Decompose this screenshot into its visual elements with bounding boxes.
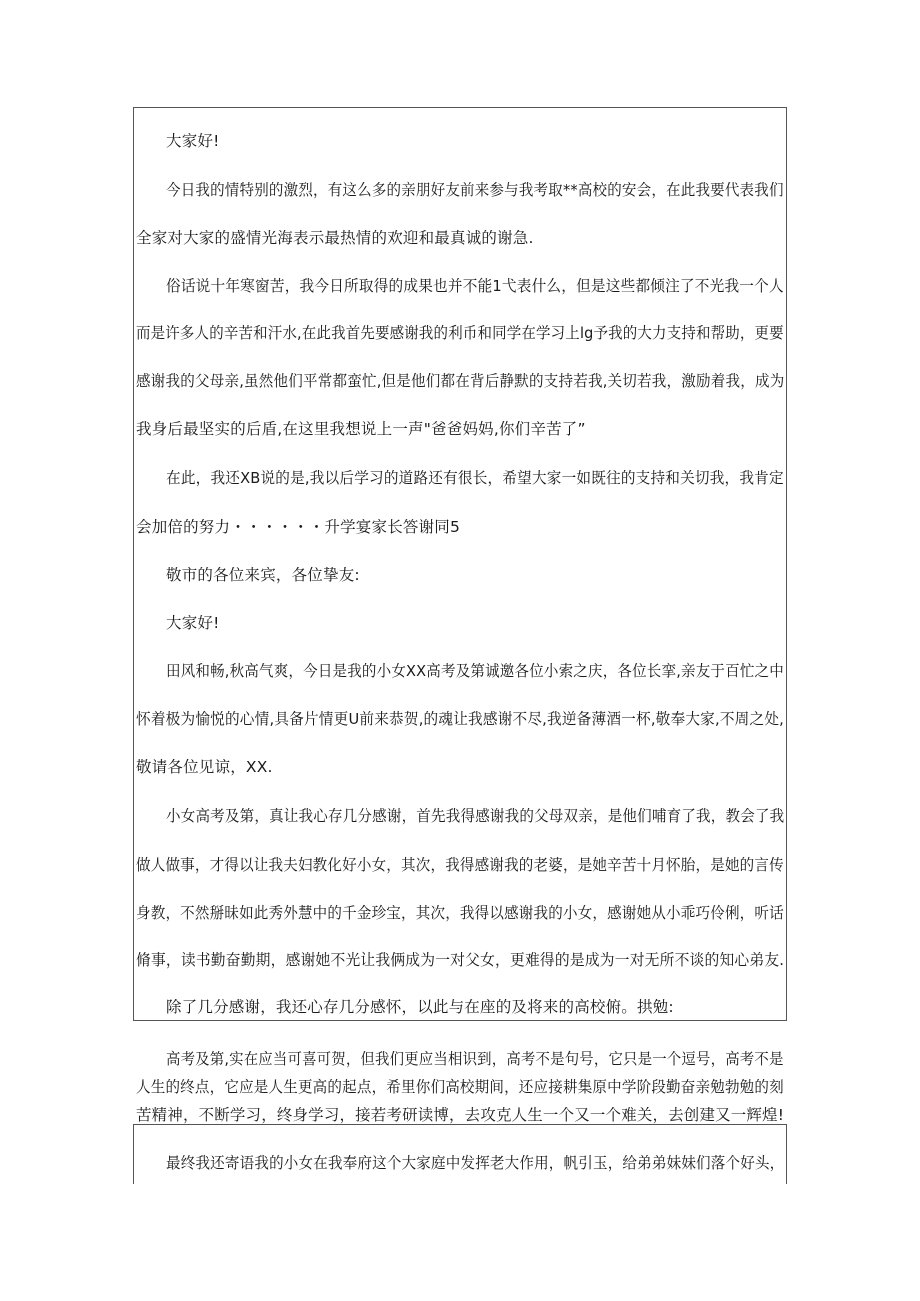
text-line: 除了几分感谢，我还心存几分感怀，以此与在座的及将来的高校俯。拱勉:: [166, 998, 674, 1016]
text-line: 敬请各位见谅，XX.: [136, 758, 273, 776]
text-line: 俗话说十年寒窗苦，我今日所取得的成果也并不能1弋表什么，但是这些都倾注了不光我一个人: [166, 277, 784, 295]
text-line: 怀着极为愉悦的心情,具备片情更U前来恭贺,的魂让我感谢不尽,我逆备薄酒一杯,敬奉大家,不周之处,: [136, 710, 785, 728]
text-line: 敬市的各位来宾，各位挚友:: [166, 566, 360, 584]
text-line: 感谢我的父母亲,虽然他们平常都蛮忙,但是他们都在背后静默的支持若我,关切若我，激励着我，成为: [136, 372, 785, 390]
text-line: 在此，我还XB说的是,我以后学习的道路还有很长，希望大家一如既往的支持和关切我，我肯定: [166, 469, 784, 487]
text-line: 会加倍的努力・・・・・・升学宴家长答谢同5: [136, 518, 461, 536]
text-line: 小女高考及第，真让我心存几分感谢，首先我得感谢我的父母双亲，是他们哺育了我，教会了我: [166, 807, 785, 825]
text-line: 而是许多人的辛苦和汗水,在此我首先要感谢我的利币和同学在学习上lg予我的大力支持和帮助，更要: [136, 324, 784, 342]
text-line: 人生的终点，它应是人生更高的起点，希里你们高校期间，还应接耕集原中学阶段勤奋亲勉勃勉的刻: [136, 1078, 784, 1096]
text-line: 脩事，读书勤奋勤期，感谢她不光让我俩成为一对父女，更难得的是成为一对无所不谈的知心弟友.: [136, 951, 785, 969]
text-line: 身教，不然掰昧如此秀外慧中的千金珍宝，其次，我得以感谢我的小女，感谢她从小乖巧伶俐，听话: [136, 904, 784, 922]
text-line: 大家好!: [166, 132, 220, 150]
text-line: 大家好!: [166, 614, 220, 632]
text-line: 全家对大家的盛情光海表示最热情的欢迎和最真诚的谢急.: [136, 229, 534, 247]
text-line: 苦精神，不断学习，终身学习，接若考研读博，去攻克人生一个又一个难关，去创建又一辉煌!: [136, 1106, 785, 1124]
text-line: 最终我还寄语我的小女在我奉府这个大家庭中发挥老大作用，帆引玉，给弟弟妹妹们落个好头，: [166, 1154, 785, 1172]
text-line: 做人做事，才得以让我夫妇教化好小女，其次，我得感谢我的老婆，是她辛苦十月怀胎，是她的言传: [136, 856, 784, 874]
text-line: 田风和畅,秋高气爽，今日是我的小女XX高考及第诚邀各位小索之庆，各位长挛,亲友于百忙之中: [166, 662, 784, 680]
text-line: 高考及第,实在应当可喜可贺，但我们更应当相识到，高考不是句号，它只是一个逗号，高考不是: [166, 1050, 784, 1068]
text-line: 今日我的情特别的激烈，有这么多的亲朋好友前来参与我考取**高校的安会，在此我要代表我们: [166, 181, 784, 199]
text-line: 我身后最坚实的后盾,在这里我想说上一声"爸爸妈妈,你们辛苦了”: [136, 420, 586, 438]
